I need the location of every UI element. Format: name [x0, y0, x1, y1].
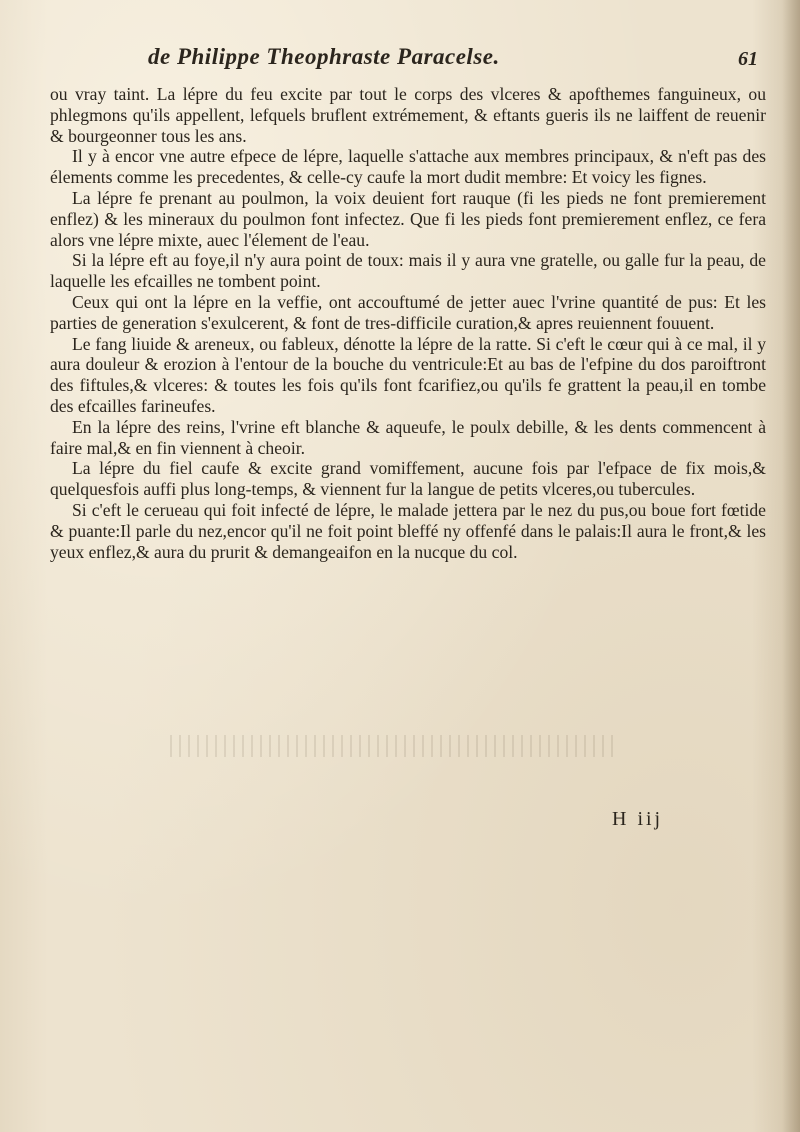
running-title: de Philippe Theophraste Paracelse. — [148, 44, 500, 69]
paragraph: Si c'eft le cerueau qui foit infecté de lépre, le malade jettera par le nez du pus,ou boue fort fœtide & puante:Il parle du nez,encor qu'il ne foit point bleffé ny offenfé dans le palais:Il aura le front,& les yeux enflez,& aura du prurit & demangeaifon en la nucque du col. — [50, 499, 766, 562]
paragraph: En la lépre des reins, l'vrine eft blanche & aqueufe, le poulx debille, & les dents commencent à faire mal,& en fin viennent à cheoir. — [50, 416, 766, 458]
paragraph: Ceux qui ont la lépre en la veffie, ont accouftumé de jetter auec l'vrine quantité de pus: Et les parties de generation s'exulcerent, & font de tres-difficile curation,& apres reuiennent fouuent. — [50, 291, 766, 333]
paragraph: ou vray taint. La lépre du feu excite par tout le corps des vlceres & apofthemes fanguineux, ou phlegmons qu'ils appellent, lefquels bruflent extrémement, & eftants gueris ils ne laiffent de reuenir & bourgeonner tous les ans. — [50, 84, 766, 146]
show-through-texture — [170, 735, 620, 757]
page-number: 61 — [738, 48, 758, 70]
paragraph: La lépre fe prenant au poulmon, la voix deuient fort rauque (fi les pieds ne font premierement enflez) & les mineraux du poulmon font infectez. Que fi les pieds font premierement enflez, ce fera alors vne lépre mixte, auec l'élement de l'eau. — [50, 187, 766, 250]
signature-mark: H iij — [612, 808, 664, 830]
body-text — [50, 84, 766, 562]
paragraph: Le fang liuide & areneux, ou fableux, dénotte la lépre de la ratte. Si c'eft le cœur qui à ce mal, il y aura douleur & erozion à l'entour de la bouche du ventricule:Et au bas de l'efpine du dos paroiftront des fiftules,& vlceres: & toutes les fois qu'ils font fcarifiez,ou qu'ils fe grattent la peau,il en tombe des efcailles farineufes. — [50, 333, 766, 416]
page-edge-shadow — [782, 0, 800, 1132]
paragraph: Si la lépre eft au foye,il n'y aura point de toux: mais il y aura vne gratelle, ou galle fur la peau, de laquelle les efcailles ne tombent point. — [50, 250, 766, 292]
paragraph: Il y à encor vne autre efpece de lépre, laquelle s'attache aux membres principaux, & n'eft pas des élements comme les precedentes, & celle-cy caufe la mort dudit membre: Et voicy les fignes. — [50, 146, 766, 188]
paragraph: La lépre du fiel caufe & excite grand vomiffement, aucune fois par l'efpace de fix mois,& quelquesfois auffi plus long-temps, & viennent fur la langue de petits vlceres,ou tubercules. — [50, 458, 766, 500]
